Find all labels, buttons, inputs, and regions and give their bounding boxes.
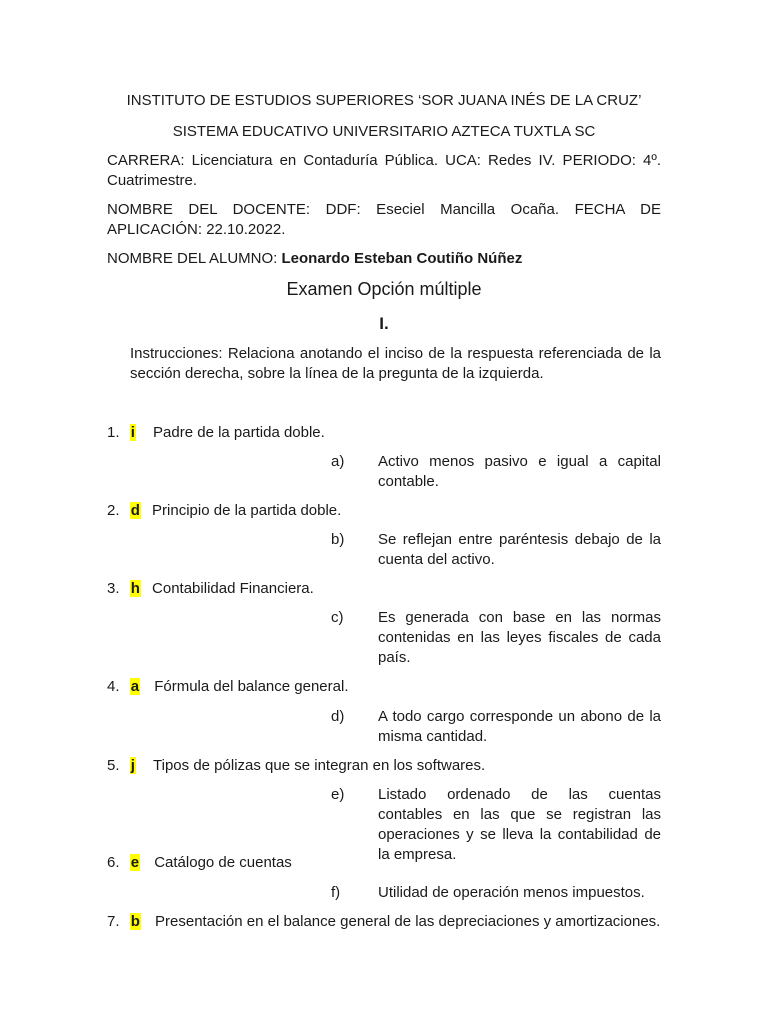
question-4	[107, 677, 349, 697]
option-text: A todo cargo corresponde un abono de la misma cantidad.	[378, 708, 661, 745]
career-info: CARRERA: Licenciatura en Contaduría Pública. UCA: Redes IV. PERIODO: 4º. Cuatrimestre.	[107, 152, 661, 189]
institute-title: INSTITUTO DE ESTUDIOS SUPERIORES ‘SOR JUANA INÉS DE LA CRUZ’	[126, 92, 642, 109]
question-text: Padre de la partida doble.	[153, 424, 325, 441]
option-letter: d)	[331, 708, 345, 725]
answer-highlight: h	[130, 580, 140, 597]
system-title: SISTEMA EDUCATIVO UNIVERSITARIO AZTECA TUXTLA SC	[172, 123, 596, 140]
instructions: Instrucciones: Relaciona anotando el inciso de la respuesta referenciada de la sección derecha, sobre la línea de la pregunta de la izquierda.	[130, 345, 661, 382]
option-text: Listado ordenado de las cuentas contables en las que se registran las operaciones y se lleva la contabilidad de la empresa.	[378, 786, 661, 863]
question-text: Contabilidad Financiera.	[152, 580, 314, 597]
question-text: Catálogo de cuentas	[154, 854, 292, 871]
option-text: Se reflejan entre paréntesis debajo de la cuenta del activo.	[378, 531, 661, 568]
teacher-info: NOMBRE DEL DOCENTE: DDF: Eseciel Mancilla Ocaña. FECHA DE APLICACIÓN: 22.10.2022.	[107, 201, 661, 238]
question-number: 2.	[107, 502, 120, 519]
option-text: Es generada con base en las normas contenidas en las leyes fiscales de cada país.	[378, 609, 661, 666]
option-letter: b)	[331, 531, 345, 548]
exam-title: Examen Opción múltiple	[286, 279, 482, 299]
answer-highlight: j	[130, 757, 135, 774]
answer-highlight: a	[130, 678, 140, 695]
question-number: 4.	[107, 678, 120, 695]
question-number: 5.	[107, 757, 120, 774]
question-text: Fórmula del balance general.	[154, 678, 349, 695]
question-7	[107, 912, 660, 932]
question-number: 1.	[107, 424, 120, 441]
section-number: I.	[379, 314, 389, 333]
question-2	[107, 501, 341, 521]
student-label: NOMBRE DEL ALUMNO:	[107, 250, 282, 267]
option-text: Activo menos pasivo e igual a capital contable.	[378, 453, 661, 490]
option-letter: a)	[331, 453, 345, 470]
student-line	[107, 249, 661, 269]
question-3	[107, 579, 314, 599]
question-5	[107, 756, 485, 776]
question-text: Tipos de pólizas que se integran en los softwares.	[153, 757, 486, 774]
option-letter: c)	[331, 609, 344, 626]
question-number: 3.	[107, 580, 120, 597]
option-letter: e)	[331, 786, 345, 803]
answer-highlight: i	[130, 424, 135, 441]
question-number: 6.	[107, 854, 120, 871]
answer-highlight: d	[130, 502, 140, 519]
option-letter: f)	[331, 884, 341, 901]
question-number: 7.	[107, 913, 120, 930]
question-1	[107, 423, 325, 443]
option-text: Utilidad de operación menos impuestos.	[378, 884, 645, 901]
question-text: Principio de la partida doble.	[152, 502, 342, 519]
question-6	[107, 853, 292, 873]
answer-highlight: e	[130, 854, 140, 871]
answer-highlight: b	[130, 913, 140, 930]
student-name: Leonardo Esteban Coutiño Núñez	[281, 250, 523, 267]
question-text: Presentación en el balance general de las depreciaciones y amortizaciones.	[155, 913, 661, 930]
